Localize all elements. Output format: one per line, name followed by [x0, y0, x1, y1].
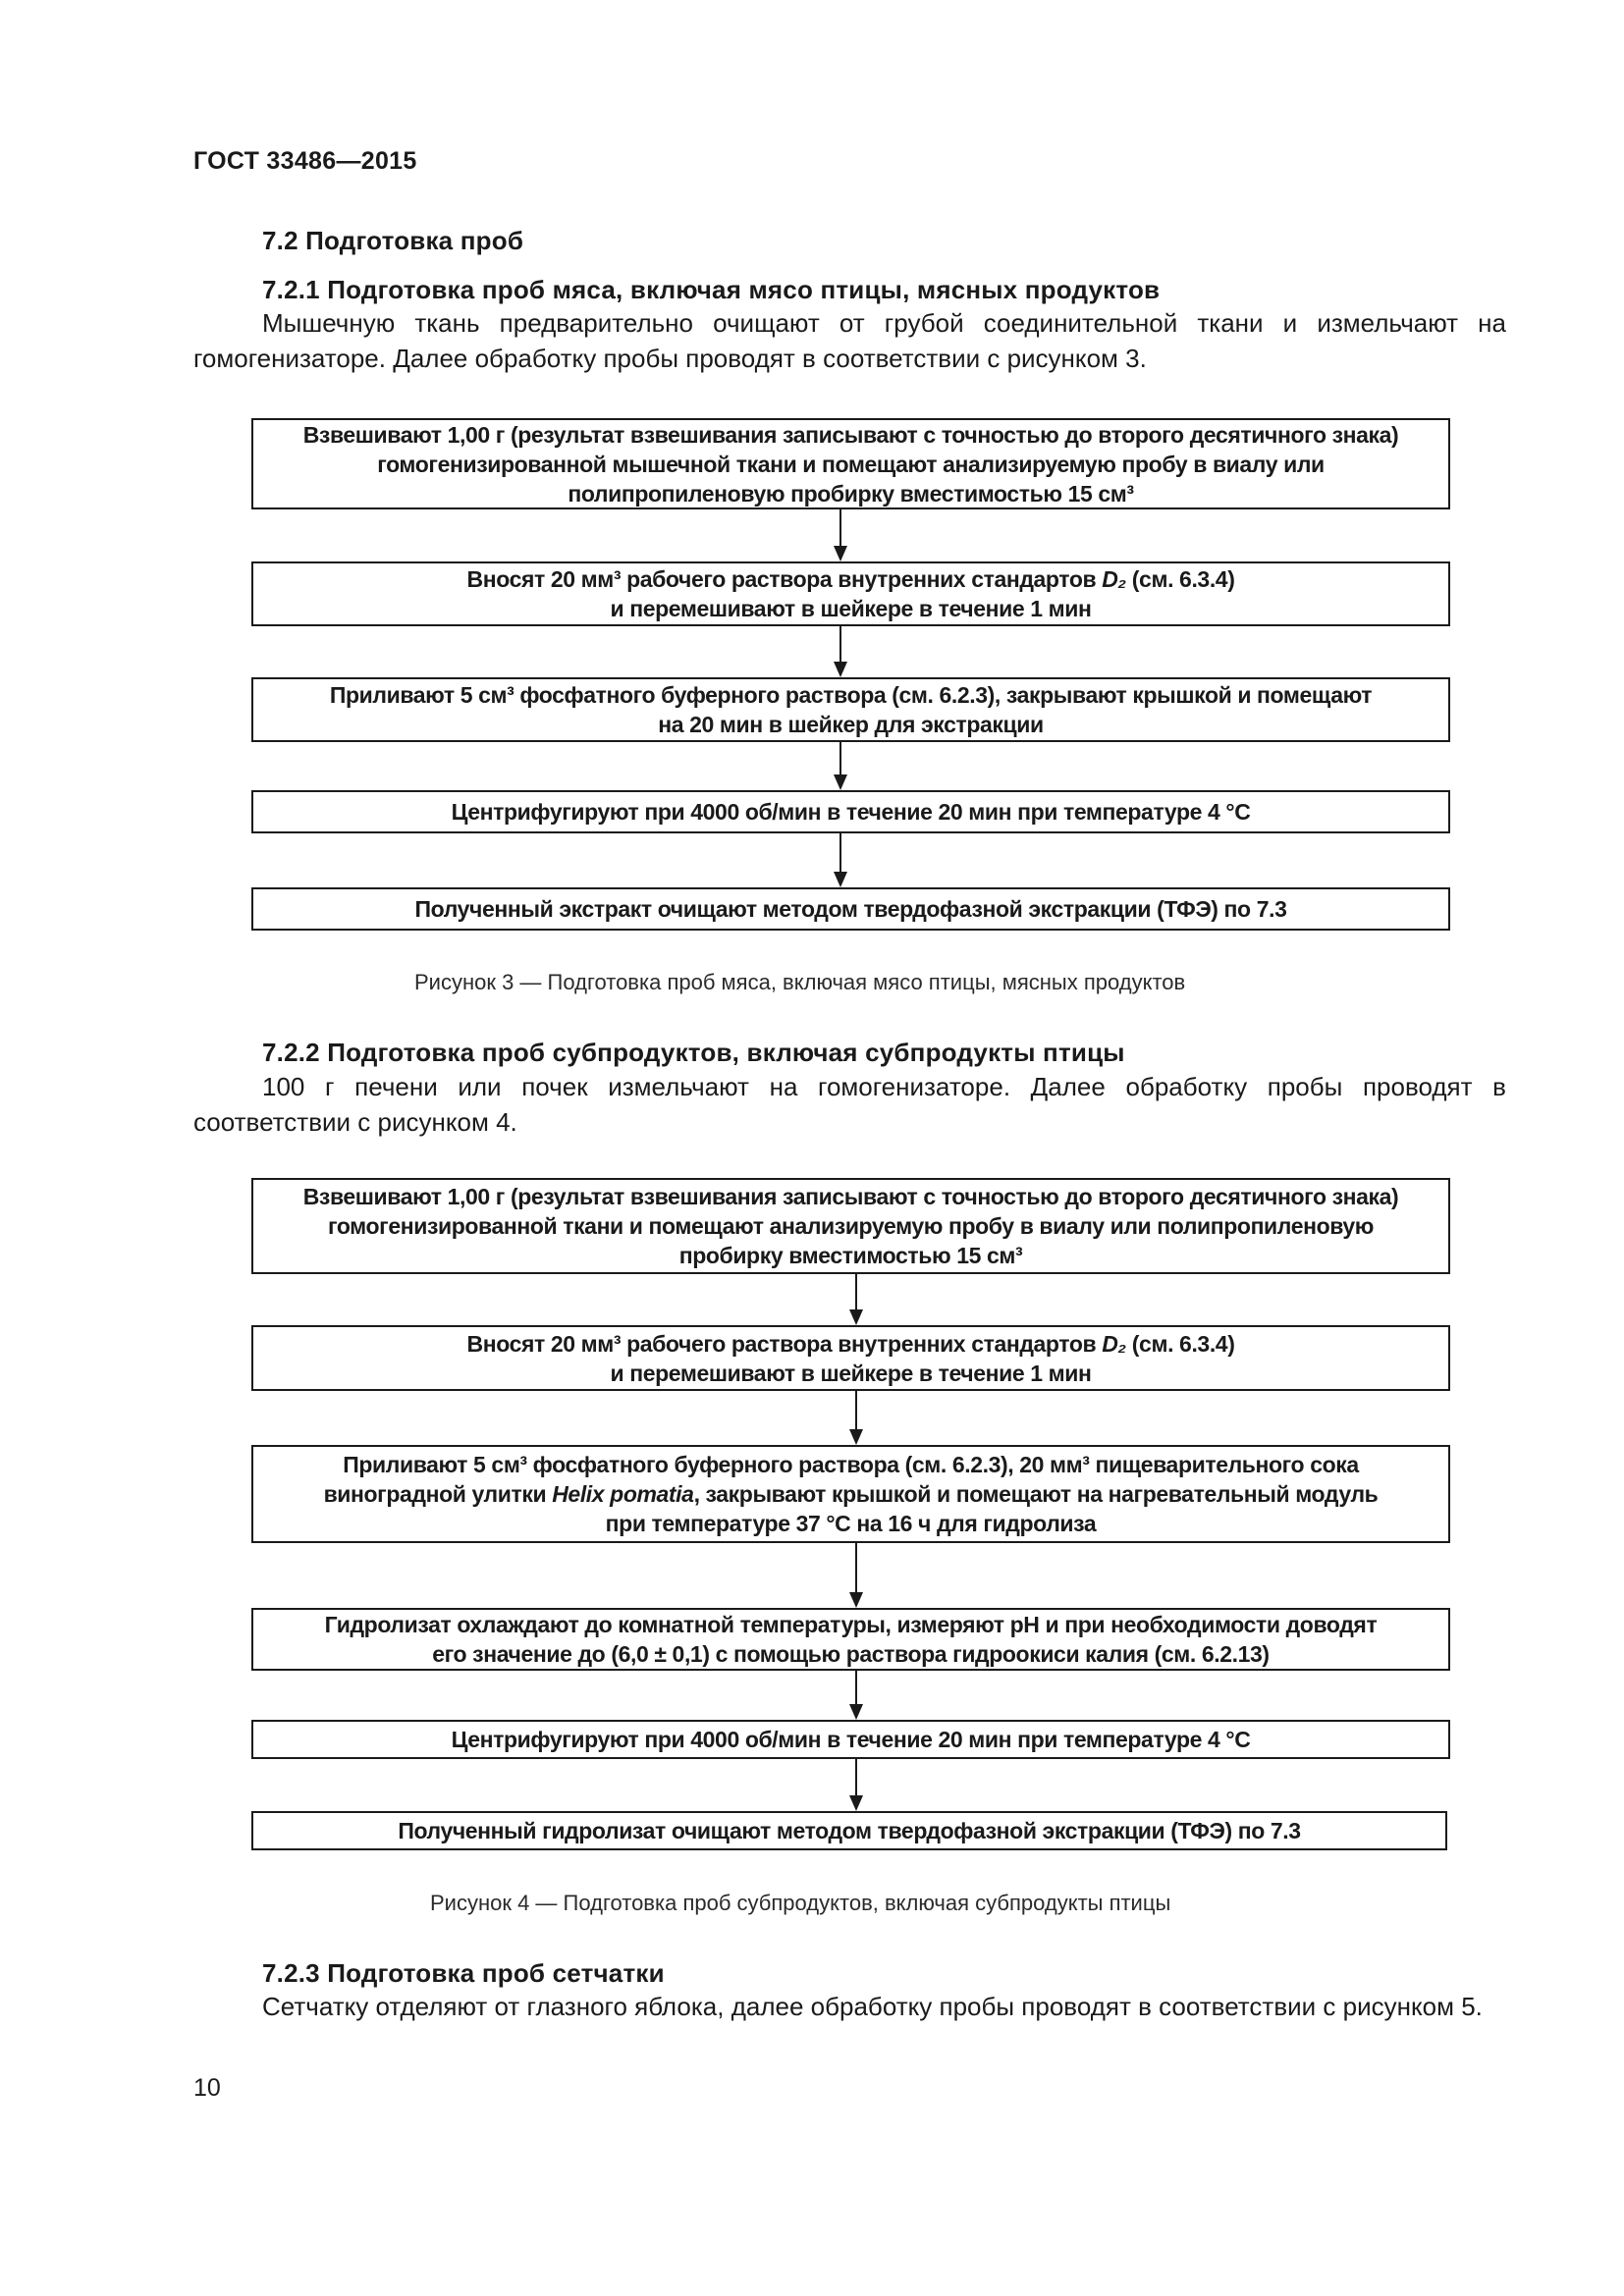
figure-4-arrowhead-4: [849, 1704, 863, 1720]
figure-4-arrowhead-2: [849, 1429, 863, 1445]
figure-4-arrow-1: [855, 1274, 857, 1309]
section-7-2-3-text: Сетчатку отделяют от глазного яблока, далее обработку пробы проводят в соответствии с рисунком 5.: [262, 1992, 1483, 2021]
figure-3-step-1-line-1: Взвешивают 1,00 г (результат взвешивания записывают с точностью до второго десятичного знака): [302, 421, 1399, 448]
figure-3-caption: Рисунок 3 — Подготовка проб мяса, включая мясо птицы, мясных продуктов: [414, 970, 1186, 994]
figure-4-arrowhead-3: [849, 1592, 863, 1608]
figure-4-step-4-line-1: Гидролизат охлаждают до комнатной температуры, измеряют рН и при необходимости доводят: [324, 1612, 1378, 1637]
figure-3-arrow-4: [839, 833, 841, 872]
page-number: 10: [193, 2074, 221, 2102]
figure-3-step-3-line-1: Приливают 5 см³ фосфатного буферного раствора (см. 6.2.3), закрывают крышкой и помещают: [329, 682, 1373, 708]
figure-3-arrow-3: [839, 742, 841, 774]
figure-4-step-3: [251, 1445, 1450, 1543]
figure-4-arrowhead-5: [849, 1795, 863, 1811]
figure-4-step-3-line-2: виноградной улитки Helix pomatia, закрывают крышкой и помещают на нагревательный модуль: [323, 1481, 1379, 1507]
section-7-2-title: 7.2 Подготовка проб: [262, 226, 524, 255]
section-7-2-2-title: 7.2.2 Подготовка проб субпродуктов, включая субпродукты птицы: [262, 1038, 1125, 1067]
figure-4-step-3-line-1: Приливают 5 см³ фосфатного буферного раствора (см. 6.2.3), 20 мм³ пищеварительного сока: [343, 1452, 1359, 1477]
standard-designation: ГОСТ 33486—2015: [193, 147, 417, 175]
figure-4-step-4-line-2: его значение до (6,0 ± 0,1) с помощью раствора гидроокиси калия (см. 6.2.13): [432, 1641, 1270, 1667]
figure-3-step-4-line-1: Центрифугируют при 4000 об/мин в течение 20 мин при температуре 4 °С: [451, 799, 1251, 825]
figure-4-arrow-2: [855, 1391, 857, 1429]
section-7-2-3-title: 7.2.3 Подготовка проб сетчатки: [262, 1958, 665, 1988]
figure-4-step-6: [251, 1811, 1447, 1850]
figure-4-step-2-line-1: Вносят 20 мм³ рабочего раствора внутренних стандартов D₂ (см. 6.3.4): [466, 1330, 1235, 1357]
figure-4-step-2-line-2: и перемешивают в шейкере в течение 1 мин: [610, 1360, 1092, 1386]
figure-3-step-3: [251, 677, 1450, 742]
section-7-2-2-paragraph: [193, 1069, 1506, 1140]
figure-3-step-2-line-2: и перемешивают в шейкере в течение 1 мин: [610, 596, 1092, 621]
figure-3-arrow-1: [839, 509, 841, 546]
figure-3-arrow-2: [839, 626, 841, 662]
section-7-2-3-paragraph: [193, 1989, 1506, 2024]
figure-4-caption: Рисунок 4 — Подготовка проб субпродуктов, включая субпродукты птицы: [430, 1891, 1171, 1915]
figure-4-step-3-line-3: при температуре 37 °С на 16 ч для гидролиза: [605, 1511, 1097, 1536]
section-7-2-1-text: Мышечную ткань предварительно очищают от грубой соединительной ткани и измельчают на гомогенизаторе. Далее обработку пробы проводят в соответствии с рисунком 3.: [193, 308, 1506, 373]
figure-4-arrow-3: [855, 1543, 857, 1592]
section-7-2-1-title: 7.2.1 Подготовка проб мяса, включая мясо птицы, мясных продуктов: [262, 275, 1161, 304]
figure-3-arrowhead-1: [834, 546, 847, 561]
figure-3-step-1: [251, 418, 1450, 509]
figure-4-step-6-line-1: Полученный гидролизат очищают методом твердофазной экстракции (ТФЭ) по 7.3: [398, 1818, 1301, 1843]
section-7-2-1-paragraph: [193, 305, 1506, 376]
figure-4-step-1: [251, 1178, 1450, 1274]
figure-4-step-1-line-3: пробирку вместимостью 15 см³: [678, 1243, 1023, 1268]
figure-4-step-5: [251, 1720, 1450, 1759]
figure-3-step-3-line-2: на 20 мин в шейкер для экстракции: [658, 712, 1044, 737]
figure-4-arrow-4: [855, 1671, 857, 1704]
figure-4-arrowhead-1: [849, 1309, 863, 1325]
figure-3-step-4: [251, 790, 1450, 833]
figure-3-arrowhead-3: [834, 774, 847, 790]
figure-3-arrowhead-4: [834, 872, 847, 887]
figure-3-step-5: [251, 887, 1450, 931]
figure-3-step-5-line-1: Полученный экстракт очищают методом твердофазной экстракции (ТФЭ) по 7.3: [414, 896, 1287, 922]
figure-4-step-1-line-1: Взвешивают 1,00 г (результат взвешивания записывают с точностью до второго десятичного знака): [302, 1184, 1399, 1209]
figure-3-arrowhead-2: [834, 662, 847, 677]
figure-3-step-1-line-2: гомогенизированной мышечной ткани и помещают анализируемую пробу в виалу или: [377, 451, 1325, 477]
figure-3-step-1-line-3: полипропиленовую пробирку вместимостью 15 см³: [568, 480, 1134, 507]
figure-4-arrow-5: [855, 1759, 857, 1795]
figure-4-step-1-line-2: гомогенизированной ткани и помещают анализируемую пробу в виалу или полипропиленовую: [327, 1213, 1375, 1239]
figure-4-step-2: [251, 1325, 1450, 1391]
figure-4-step-5-line-1: Центрифугируют при 4000 об/мин в течение 20 мин при температуре 4 °С: [451, 1727, 1251, 1752]
figure-4-step-4: [251, 1608, 1450, 1671]
section-7-2-2-text: 100 г печени или почек измельчают на гомогенизаторе. Далее обработку пробы проводят в соответствии с рисунком 4.: [193, 1072, 1506, 1137]
figure-3-step-2: [251, 561, 1450, 626]
figure-3-step-2-line-1: Вносят 20 мм³ рабочего раствора внутренних стандартов D₂ (см. 6.3.4): [466, 566, 1235, 592]
